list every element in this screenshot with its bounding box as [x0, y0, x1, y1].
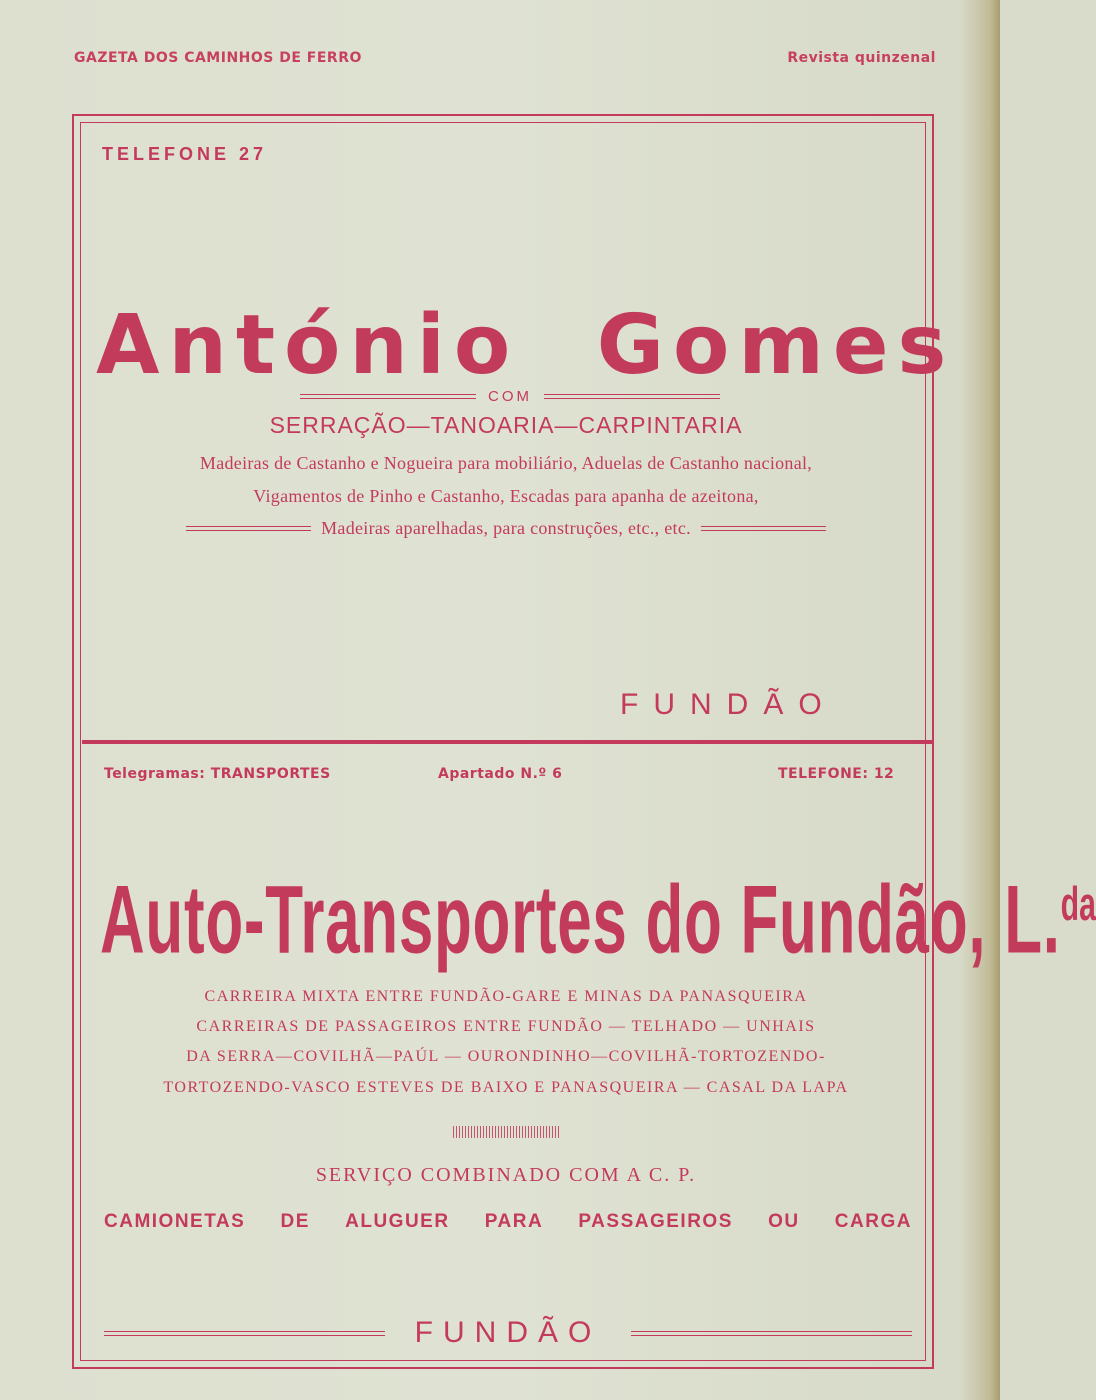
ornament-divider — [453, 1126, 559, 1138]
ad1-desc-row-3 — [186, 518, 826, 539]
ad2-camionetas-word: OU — [768, 1211, 800, 1232]
ad2-camionetas-word: ALUGUER — [345, 1211, 450, 1232]
publication-title: GAZETA DOS CAMINHOS DE FERRO — [74, 50, 362, 66]
ad1-services: SERRAÇÃO—TANOARIA—CARPINTARIA — [269, 412, 743, 438]
ad1-desc-line-2: Vigamentos de Pinho e Castanho, Escadas para apanha de azeitona, — [253, 486, 759, 506]
ad1-place: FUNDÃO — [620, 688, 837, 721]
ad1-desc-line-1: Madeiras de Castanho e Nogueira para mobiliário, Aduelas de Castanho nacional, — [199, 453, 813, 473]
ad2-title — [100, 866, 1096, 974]
ad2-servico: SERVIÇO COMBINADO COM A C. P. — [315, 1164, 697, 1186]
ad1-title: António Gomes — [96, 298, 956, 393]
ad2-place: FUNDÃO — [414, 1316, 602, 1349]
ad1-com-row — [300, 388, 720, 405]
ad2-camionetas-word: PASSAGEIROS — [578, 1211, 733, 1232]
ad2-telegramas: Telegramas: TRANSPORTES — [104, 766, 331, 782]
ornament-line-right — [631, 1331, 912, 1336]
ad2-route-line-4: TORTOZENDO-VASCO ESTEVES DE BAIXO E PANASQUEIRA — CASAL DA LAPA — [163, 1079, 849, 1096]
ad2-route-line-1: CARREIRA MIXTA ENTRE FUNDÃO-GARE E MINAS DA PANASQUEIRA — [204, 988, 808, 1005]
ornament-line-right — [544, 394, 720, 399]
ad2-telefone: TELEFONE: 12 — [778, 766, 895, 782]
ornament-line-left — [104, 1331, 385, 1336]
ad2-camionetas-word: CAMIONETAS — [104, 1211, 246, 1232]
ad2-camionetas-word: CARGA — [834, 1211, 912, 1232]
ad-divider — [82, 740, 932, 744]
binding-edge — [988, 0, 1000, 1400]
ad2-title-superscript: da — [1060, 877, 1096, 931]
ad2-route-line-3: DA SERRA—COVILHÃ—PAÚL — OURONDINHO—COVILHÃ-TORTOZENDO- — [186, 1048, 826, 1065]
ad2-title-text: Auto-Transportes do Fundão, L. — [100, 866, 1061, 974]
ornament-line-left — [186, 526, 311, 531]
ornament-line-left — [300, 394, 476, 399]
ad2-place-row — [104, 1316, 912, 1350]
publication-frequency: Revista quinzenal — [787, 50, 936, 66]
ad1-com: COM — [488, 388, 532, 405]
ad2-apartado: Apartado N.º 6 — [438, 766, 563, 782]
ad1-desc-line-3: Madeiras aparelhadas, para construções, etc., etc. — [321, 518, 691, 538]
ornament-line-right — [701, 526, 826, 531]
ad1-telefone: TELEFONE 27 — [102, 144, 268, 164]
ad2-camionetas — [104, 1211, 912, 1233]
ad2-camionetas-word: PARA — [484, 1211, 544, 1232]
ad2-route-line-2: CARREIRAS DE PASSAGEIROS ENTRE FUNDÃO — TELHADO — UNHAIS — [196, 1018, 816, 1035]
ad2-camionetas-word: DE — [280, 1211, 310, 1232]
